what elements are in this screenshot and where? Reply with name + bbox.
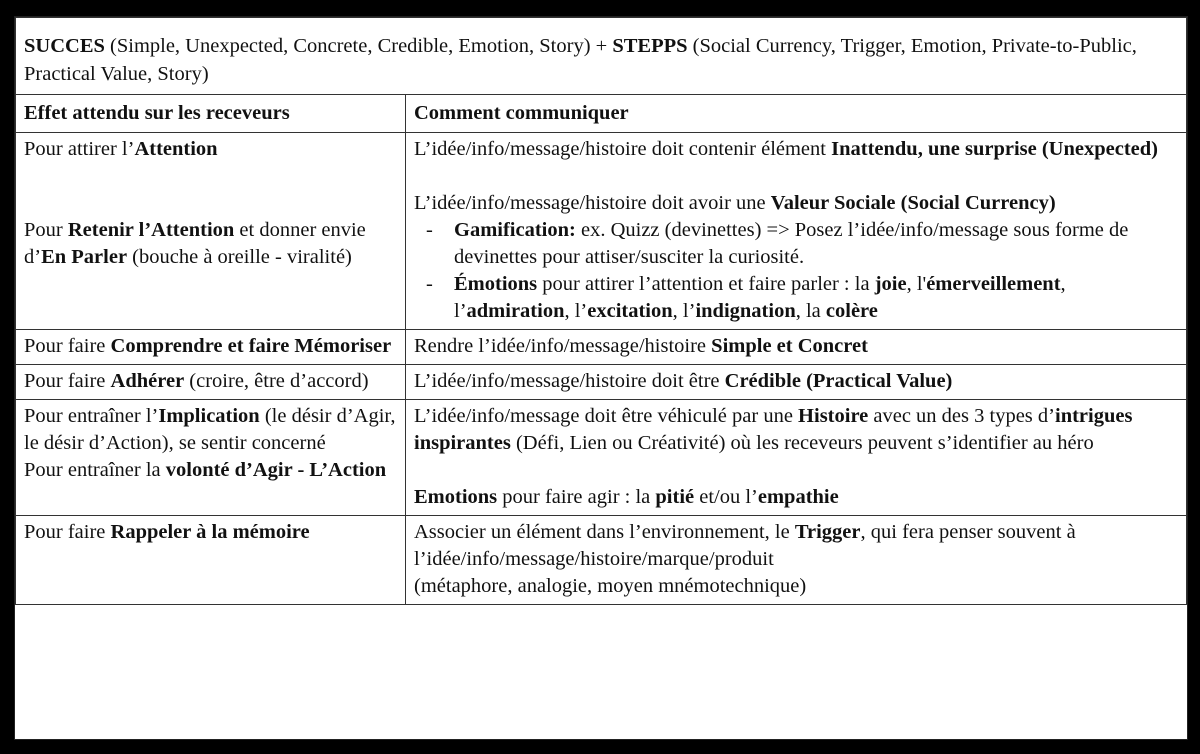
how-cell <box>406 400 1187 516</box>
how-trigger-examples: (métaphore, analogie, moyen mnémotechnique) <box>414 575 807 597</box>
how-cell <box>406 516 1187 605</box>
how-unexpected: L’idée/info/message/histoire doit contenir élément Inattendu, une surprise (Unexpected) <box>414 138 1158 160</box>
how-cell: L’idée/info/message/histoire doit être Crédible (Practical Value) <box>406 365 1187 400</box>
effect-cell: Pour faire Adhérer (croire, être d’accord) <box>16 365 406 400</box>
table-row <box>16 400 1187 516</box>
spacer <box>414 457 1178 484</box>
how-cell <box>406 133 1187 330</box>
title-row <box>16 18 1187 95</box>
spacer <box>24 163 397 190</box>
effect-cell <box>16 400 406 516</box>
spacer <box>414 163 1178 190</box>
table-row <box>16 516 1187 605</box>
effect-implication: Pour entraîner l’Implication (le désir d’Agir, le désir d’Action), se sentir concerné <box>24 405 396 454</box>
list-item: - Gamification: ex. Quizz (devinettes) => Posez l’idée/info/message sous forme de devinettes pour attiser/susciter la curiosité. <box>414 217 1178 271</box>
how-emotions: Emotions pour faire agir : la pitié et/ou l’empathie <box>414 486 839 508</box>
column-header-how: Comment communiquer <box>406 95 1187 133</box>
effect-retain: Pour Retenir l’Attention et donner envie d’En Parler (bouche à oreille - viralité) <box>24 219 366 268</box>
succes-label: SUCCES <box>24 35 105 57</box>
communication-table <box>15 17 1187 605</box>
title-cell <box>16 18 1187 95</box>
succes-detail: (Simple, Unexpected, Concrete, Credible, Emotion, Story) + <box>104 35 613 57</box>
effect-cell: Pour faire Comprendre et faire Mémoriser <box>16 330 406 365</box>
how-trigger: Associer un élément dans l’environnement, le Trigger, qui fera penser souvent à l’idée/info/message/histoire/marque/produit <box>414 521 1076 570</box>
effect-cell: Pour faire Rappeler à la mémoire <box>16 516 406 605</box>
how-cell: Rendre l’idée/info/message/histoire Simple et Concret <box>406 330 1187 365</box>
stepps-label: STEPPS <box>612 35 688 57</box>
effect-action: Pour entraîner la volonté d’Agir - L’Action <box>24 459 387 481</box>
table-row <box>16 365 1187 400</box>
how-story: L’idée/info/message doit être véhiculé par une Histoire avec un des 3 types d’intrigues inspirantes (Défi, Lien ou Créativité) où les receveurs peuvent s’identifier au héro <box>414 405 1133 454</box>
effect-attention: Pour attirer l’Attention <box>24 138 218 160</box>
header-row <box>16 95 1187 133</box>
bullet-list <box>414 217 1178 325</box>
spacer <box>24 190 397 217</box>
table-row <box>16 330 1187 365</box>
how-social-currency: L’idée/info/message/histoire doit avoir une Valeur Sociale (Social Currency) <box>414 192 1056 214</box>
effect-cell <box>16 133 406 330</box>
column-header-effect: Effet attendu sur les receveurs <box>16 95 406 133</box>
list-item: - Émotions pour attirer l’attention et faire parler : la joie, l'émerveillement, l’admiration, l’excitation, l’indignation, la colère <box>414 271 1178 325</box>
stepps-detail: (Social Currency, Trigger, Emotion, Private-to-Public, Practical Value, Story) <box>24 35 1137 85</box>
document-page <box>14 16 1188 740</box>
table-row <box>16 133 1187 330</box>
